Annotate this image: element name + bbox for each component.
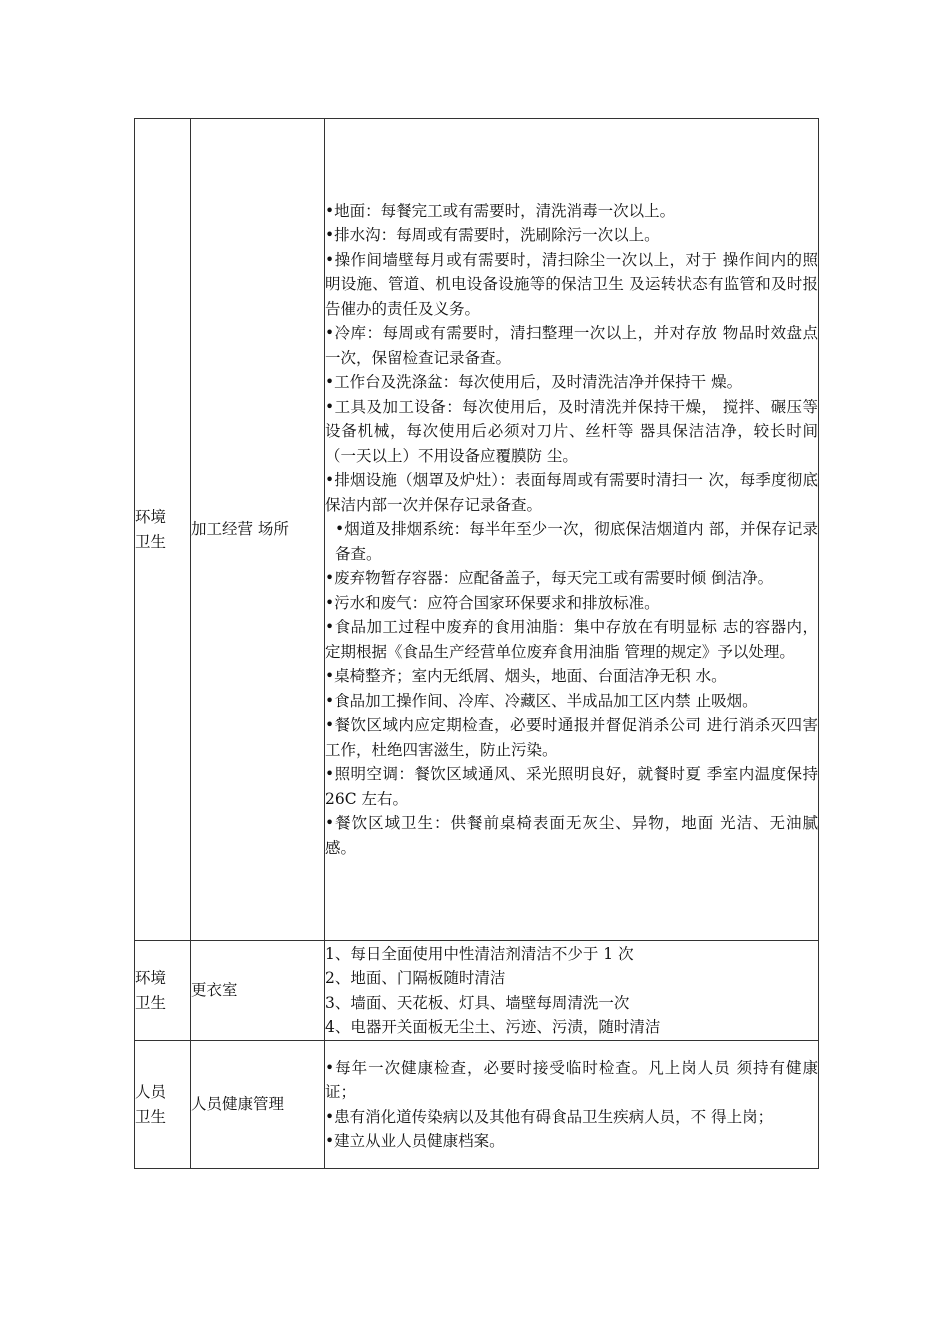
category-line: 环境 [135,508,167,526]
hygiene-table [134,118,819,1169]
category-line: 人员 [135,1083,167,1101]
area-cell: 加工经营 场所 [191,119,325,941]
list-item: •污水和废气：应符合国家环保要求和排放标准。 [325,593,660,612]
requirements-cell [325,119,819,941]
requirements-cell [325,1041,819,1169]
list-item: •地面：每餐完工或有需要时，清洗消毒一次以上。 [325,201,676,220]
list-item: 1、每日全面使用中性清洁剂清洁不少于 1 次 [325,944,634,963]
category-cell [135,941,191,1041]
category-line: 卫生 [135,1107,167,1126]
list-item: •冷库：每周或有需要时，清扫整理一次以上，并对存放 物品时效盘点一次，保留检查记录备查。 [325,324,818,367]
area-cell: 人员健康管理 [191,1041,325,1169]
list-item: •工作台及洗涤盆：每次使用后，及时清洗洁净并保持干 燥。 [325,373,743,392]
category-line: 卫生 [135,993,167,1012]
list-item: •食品加工过程中废弃的食用油脂：集中存放在有明显标 志的容器内，定期根据《食品生产经营单位废弃食用油脂 管理的规定》予以处理。 [325,618,818,661]
list-item: •患有消化道传染病以及其他有碍食品卫生疾病人员，不 得上岗； [325,1107,774,1126]
area-cell: 更衣室 [191,941,325,1041]
list-item: •桌椅整齐；室内无纸屑、烟头，地面、台面洁净无积 水。 [325,667,727,686]
list-item: •工具及加工设备：每次使用后，及时清洗并保持干燥， 搅拌、碾压等设备机械，每次使用后必须对刀片、丝杆等 器具保洁洁净，较长时间（一天以上）不用设备应覆膜防 尘。 [325,397,818,465]
list-item: •排水沟：每周或有需要时，洗刷除污一次以上。 [325,226,660,245]
list-item: •排烟设施（烟罩及炉灶）：表面每周或有需要时清扫一 次，每季度彻底保洁内部一次并保存记录备查。 [325,471,818,514]
list-item: 3、墙面、天花板、灯具、墙壁每周清洗一次 [325,993,630,1012]
list-item: •照明空调：餐饮区域通风、采光照明良好，就餐时夏 季室内温度保持 26C 左右。 [325,765,818,808]
category-line: 卫生 [135,532,167,551]
category-cell [135,119,191,941]
list-item: •废弃物暂存容器：应配备盖子，每天完工或有需要时倾 倒洁净。 [325,569,774,588]
category-cell [135,1041,191,1169]
list-item: •餐饮区域内应定期检查，必要时通报并督促消杀公司 进行消杀灭四害工作，杜绝四害滋生，防止污染。 [325,716,818,759]
list-item: 4、电器开关面板无尘土、污迹、污渍，随时清洁 [325,1018,661,1036]
table-row [135,941,819,1041]
list-item: •烟道及排烟系统：每半年至少一次，彻底保洁烟道内 部，并保存记录备查。 [335,520,818,563]
list-item: •建立从业人员健康档案。 [325,1132,505,1150]
requirements-cell [325,941,819,1041]
list-item: •操作间墙壁每月或有需要时，清扫除尘一次以上，对于 操作间内的照明设施、管道、机电设备设施等的保洁卫生 及运转状态有监管和及时报告催办的责任及义务。 [325,250,818,318]
list-item: •食品加工操作间、冷库、冷藏区、半成品加工区内禁 止吸烟。 [325,691,758,710]
table-row [135,119,819,941]
table-row [135,1041,819,1169]
category-line: 环境 [135,969,167,987]
list-item: •每年一次健康检查，必要时接受临时检查。凡上岗人员 须持有健康证； [325,1058,818,1101]
list-item: 2、地面、门隔板随时清洁 [325,969,506,987]
list-item: •餐饮区域卫生：供餐前桌椅表面无灰尘、异物，地面 光洁、无油腻感。 [325,814,818,857]
